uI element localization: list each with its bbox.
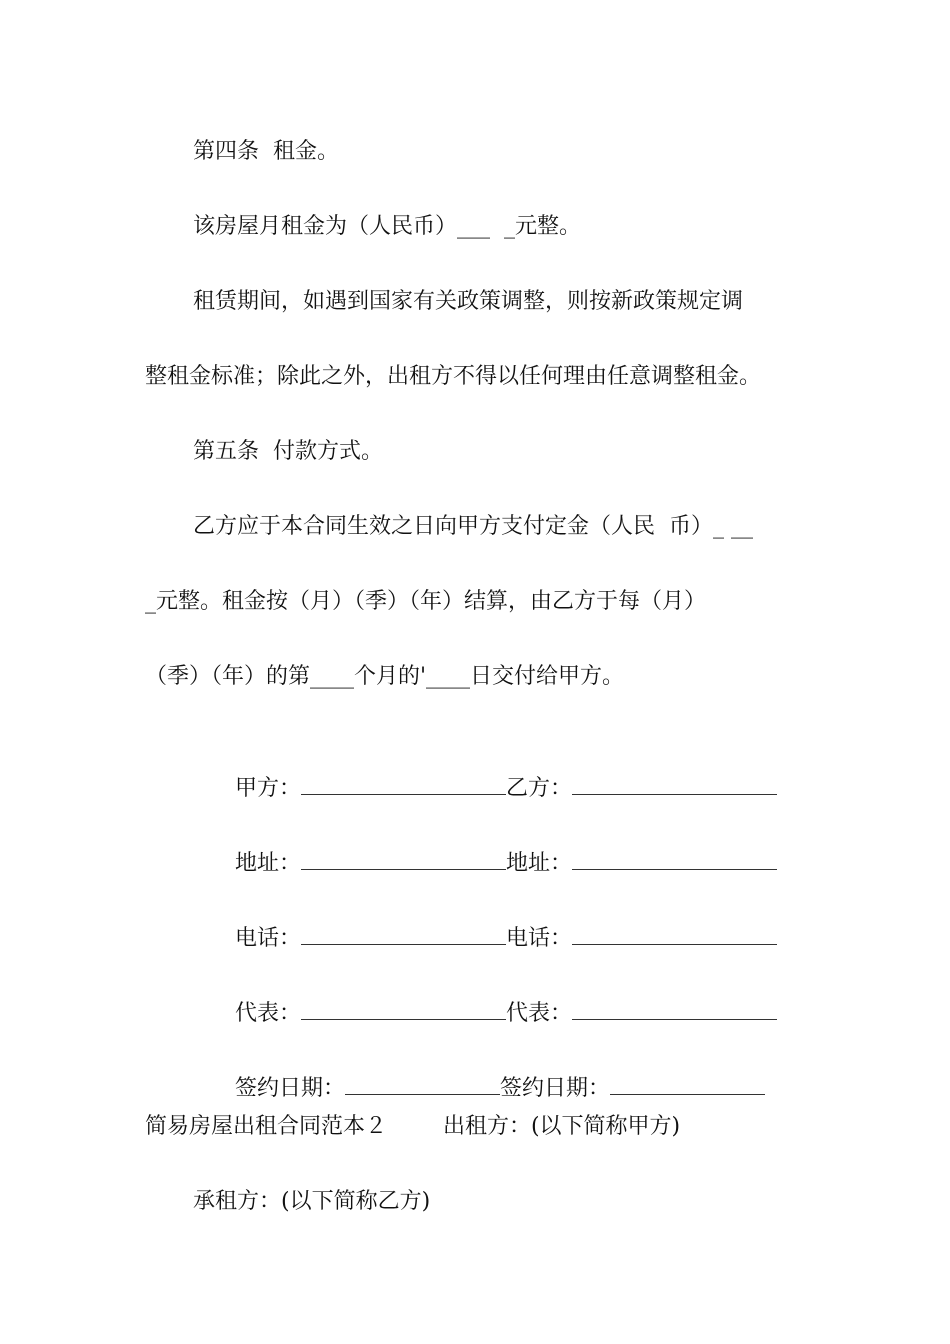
date-b-label: 签约日期： [499, 1076, 610, 1101]
rent-adjustment-line-2: 整租金标准；除此之外，出租方不得以任何理由任意调整租金。 [145, 364, 762, 389]
address-a-blank [301, 843, 506, 870]
party-a-blank [301, 768, 506, 795]
rent-adjustment-line-1: 租赁期间，如遇到国家有关政策调整，则按新政策规定调 [193, 289, 744, 314]
address-b-blank [572, 843, 777, 870]
party-b-label: 乙方： [505, 776, 572, 801]
date-b-blank [610, 1068, 765, 1095]
payment-paragraph-line-2: _元整。租金按（月）（季）（年）结算，由乙方于每（月） [145, 589, 707, 614]
address-b-label: 地址： [505, 851, 572, 876]
party-a-label: 甲方： [234, 776, 301, 801]
address-a-label: 地址： [234, 851, 301, 876]
phone-b-label: 电话： [505, 926, 572, 951]
rep-a-blank [301, 993, 506, 1020]
payment-paragraph-line-3: （季）（年）的第____个月的'____日交付给甲方。 [145, 664, 625, 689]
party-b-blank [572, 768, 777, 795]
lessee-line: 承租方：(以下简称乙方) [193, 1189, 431, 1214]
article-4-heading: 第四条 租金。 [193, 139, 339, 164]
phone-b-blank [572, 918, 777, 945]
contract-2-title-line: 简易房屋出租合同范本２ 出租方：(以下简称甲方) [145, 1114, 681, 1139]
monthly-rent-paragraph: 该房屋月租金为（人民币）___ _元整。 [193, 214, 581, 239]
phone-a-blank [301, 918, 506, 945]
phone-a-label: 电话： [234, 926, 301, 951]
date-a-blank [345, 1068, 500, 1095]
article-5-heading: 第五条 付款方式。 [193, 439, 383, 464]
rep-b-blank [572, 993, 777, 1020]
rep-b-label: 代表： [505, 1001, 572, 1026]
date-a-label: 签约日期： [234, 1076, 345, 1101]
rep-a-label: 代表： [234, 1001, 301, 1026]
payment-paragraph-line-1: 乙方应于本合同生效之日向甲方支付定金（人民 币）_ __ [193, 514, 753, 539]
